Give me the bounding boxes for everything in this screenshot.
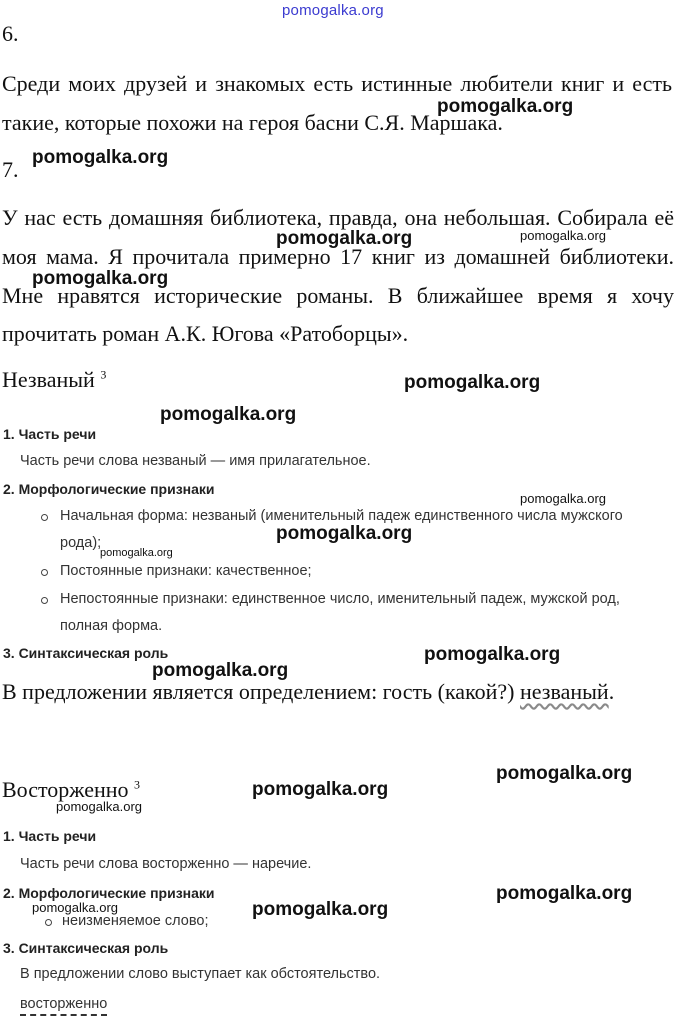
watermark[interactable]: pomogalka.org bbox=[437, 96, 574, 117]
word-1-heading-morphology: 2. Морфологические признаки bbox=[3, 481, 215, 497]
watermark[interactable]: pomogalka.org bbox=[496, 883, 633, 904]
word-1-initial-form-line-1: Начальная форма: незваный (именительный падеж единственного числа мужского bbox=[60, 508, 623, 524]
watermark[interactable]: pomogalka.org bbox=[32, 900, 118, 915]
watermark[interactable]: pomogalka.org bbox=[32, 268, 169, 289]
word-2-heading-syntax: 3. Синтаксическая роль bbox=[3, 940, 169, 956]
word-2-syntax-text: В предложении слово выступает как обстоятельство. bbox=[20, 966, 381, 982]
watermark[interactable]: pomogalka.org bbox=[424, 644, 561, 665]
bullet-icon bbox=[41, 569, 48, 576]
watermark-top[interactable]: pomogalka.org bbox=[282, 2, 384, 19]
section-7-line-1: У нас есть домашняя библиотека, правда, она небольшая. Собирала её bbox=[2, 205, 674, 230]
word-2-underlined-word-text: восторженно bbox=[20, 996, 107, 1016]
bullet-icon bbox=[41, 597, 48, 604]
watermark[interactable]: pomogalka.org bbox=[32, 147, 169, 168]
word-1-part-of-speech-text: Часть речи слова незваный — имя прилагательное. bbox=[20, 453, 371, 469]
section-7-line-2: моя мама. Я прочитала примерно 17 книг из домашней библиотеки. bbox=[2, 244, 674, 269]
word-2-part-of-speech-text: Часть речи слова восторженно — наречие. bbox=[20, 856, 312, 872]
word-1-sentence-end: . bbox=[608, 679, 615, 704]
section-7-line-4: прочитать роман А.К. Югова «Ратоборцы». bbox=[2, 321, 409, 346]
watermark[interactable]: pomogalka.org bbox=[404, 372, 541, 393]
bullet-icon bbox=[41, 514, 48, 521]
word-1-variable-features-line-1: Непостоянные признаки: единственное число, именительный падеж, мужской род, bbox=[60, 591, 620, 607]
word-2-title-sup: 3 bbox=[134, 777, 141, 792]
watermark[interactable]: pomogalka.org bbox=[496, 763, 633, 784]
word-1-title-text: Незваный bbox=[2, 367, 95, 392]
word-1-heading-syntax: 3. Синтаксическая роль bbox=[3, 645, 169, 661]
word-1-sentence-word: незваный bbox=[520, 679, 609, 704]
section-6-number: 6. bbox=[2, 21, 19, 46]
section-7-line-3: Мне нравятся исторические романы. В ближайшее время я хочу bbox=[2, 283, 674, 308]
section-7-number: 7. bbox=[2, 157, 19, 182]
word-2-unchangeable: неизменяемое слово; bbox=[62, 913, 209, 929]
section-6-line-2: такие, которые похожи на героя басни С.Я. Маршака. bbox=[2, 110, 503, 135]
word-1-title bbox=[2, 362, 106, 397]
watermark[interactable]: pomogalka.org bbox=[56, 799, 142, 814]
watermark[interactable]: pomogalka.org bbox=[252, 899, 389, 920]
watermark[interactable]: pomogalka.org bbox=[276, 228, 413, 249]
watermark[interactable]: pomogalka.org bbox=[152, 660, 289, 681]
word-1-title-sup: 3 bbox=[100, 367, 107, 382]
word-1-sentence-start: В предложении является определением: гость (какой?) bbox=[2, 679, 520, 704]
watermark[interactable]: pomogalka.org bbox=[520, 491, 606, 506]
word-2-title-text: Восторженно bbox=[2, 777, 129, 802]
word-2-underlined-word bbox=[20, 996, 107, 1012]
watermark[interactable]: pomogalka.org bbox=[100, 547, 173, 559]
word-1-initial-form-line-2: рода); bbox=[60, 535, 102, 551]
watermark[interactable]: pomogalka.org bbox=[276, 523, 413, 544]
word-2-heading-morphology: 2. Морфологические признаки bbox=[3, 885, 215, 901]
word-1-heading-part-of-speech: 1. Часть речи bbox=[3, 426, 97, 442]
watermark[interactable]: pomogalka.org bbox=[160, 404, 297, 425]
bullet-icon bbox=[45, 919, 52, 926]
word-1-constant-features: Постоянные признаки: качественное; bbox=[60, 563, 312, 579]
section-6-line-1: Среди моих друзей и знакомых есть истинные любители книг и есть bbox=[2, 71, 672, 96]
word-1-variable-features-line-2: полная форма. bbox=[60, 618, 163, 634]
watermark[interactable]: pomogalka.org bbox=[520, 228, 606, 243]
watermark[interactable]: pomogalka.org bbox=[252, 779, 389, 800]
word-2-heading-part-of-speech: 1. Часть речи bbox=[3, 828, 97, 844]
word-1-syntax-sentence bbox=[2, 674, 614, 709]
